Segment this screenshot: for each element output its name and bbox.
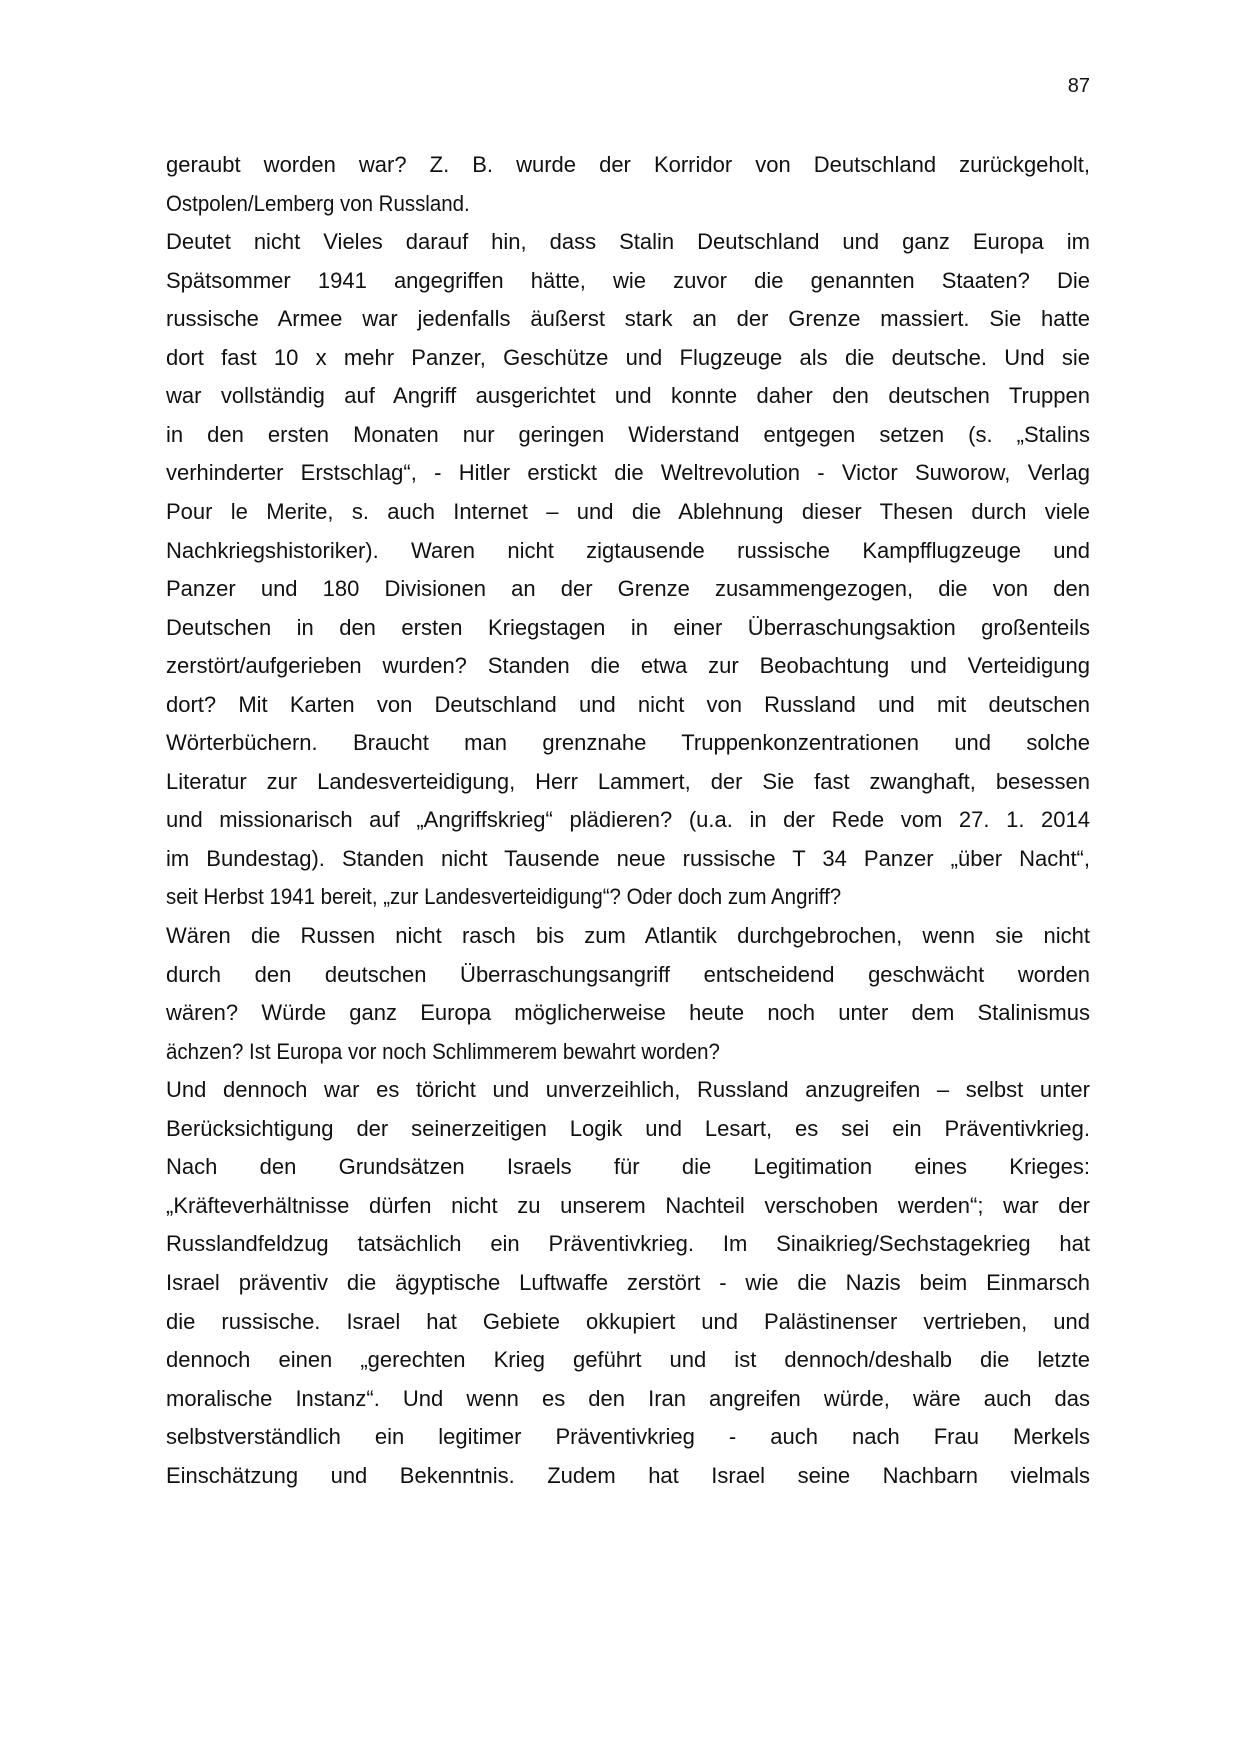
text-line: Panzer und 180 Divisionen an der Grenze zusammengezogen, die von den <box>166 576 1090 601</box>
text-line: moralische Instanz“. Und wenn es den Iran angreifen würde, wäre auch das <box>166 1385 1090 1411</box>
text-line: wären? Würde ganz Europa möglicherweise heute noch unter dem Stalinismus <box>166 1000 1090 1026</box>
text-line: Israel präventiv die ägyptische Luftwaffe zerstört - wie die Nazis beim Einmarsch <box>166 1269 1090 1295</box>
text-line: war vollständig auf Angriff ausgerichtet und konnte daher den deutschen Truppen <box>166 383 1090 409</box>
text-line: Pour le Merite, s. auch Internet – und die Ablehnung dieser Thesen durch viele <box>166 498 1090 524</box>
text-line: Nach den Grundsätzen Israels für die Legitimation eines Krieges: <box>166 1154 1090 1180</box>
text-line: dort? Mit Karten von Deutschland und nicht von Russland und mit deutschen <box>166 691 1090 717</box>
text-line: dort fast 10 x mehr Panzer, Geschütze und Flugzeuge als die deutsche. Und sie <box>166 344 1090 370</box>
text-line: im Bundestag). Standen nicht Tausende neue russische T 34 Panzer „über Nacht“, <box>166 845 1090 871</box>
text-line: durch den deutschen Überraschungsangriff entscheidend geschwächt worden <box>166 961 1090 987</box>
text-line: Deutschen in den ersten Kriegstagen in einer Überraschungsaktion großenteils <box>166 614 1090 640</box>
text-line: Russlandfeldzug tatsächlich ein Präventivkrieg. Im Sinaikrieg/Sechstagekrieg hat <box>166 1231 1090 1257</box>
text-line: dennoch einen „gerechten Krieg geführt und ist dennoch/deshalb die letzte <box>166 1347 1090 1372</box>
text-line: Deutet nicht Vieles darauf hin, dass Stalin Deutschland und ganz Europa im <box>166 229 1090 255</box>
text-line: und missionarisch auf „Angriffskrieg“ plädieren? (u.a. in der Rede vom 27. 1. 2014 <box>166 807 1090 833</box>
text-line: in den ersten Monaten nur geringen Widerstand entgegen setzen (s. „Stalins <box>166 421 1090 447</box>
text-line: Berücksichtigung der seinerzeitigen Logik und Lesart, es sei ein Präventivkrieg. <box>166 1115 1090 1141</box>
text-line: Einschätzung und Bekenntnis. Zudem hat Israel seine Nachbarn vielmals <box>166 1462 1090 1488</box>
text-line: die russische. Israel hat Gebiete okkupiert und Palästinenser vertrieben, und <box>166 1308 1090 1334</box>
text-line: Literatur zur Landesverteidigung, Herr Lammert, der Sie fast zwanghaft, besessen <box>166 768 1090 794</box>
text-line: seit Herbst 1941 bereit, „zur Landesverteidigung“? Oder doch zum Angriff? <box>166 884 842 910</box>
text-line: verhinderter Erstschlag“, - Hitler erstickt die Weltrevolution - Victor Suworow, Verlag <box>166 460 1090 486</box>
text-line: selbstverständlich ein legitimer Präventivkrieg - auch nach Frau Merkels <box>166 1424 1090 1450</box>
text-line: ächzen? Ist Europa vor noch Schlimmerem bewahrt worden? <box>166 1038 720 1064</box>
text-line: Ostpolen/Lemberg von Russland. <box>166 190 470 216</box>
text-line: zerstört/aufgerieben wurden? Standen die etwa zur Beobachtung und Verteidigung <box>166 653 1090 679</box>
body-text <box>166 0 1090 1754</box>
text-line: Wörterbüchern. Braucht man grenznahe Truppenkonzentrationen und solche <box>166 730 1090 756</box>
text-line: „Kräfteverhältnisse dürfen nicht zu unserem Nachteil verschoben werden“; war der <box>166 1192 1090 1218</box>
page-number: 87 <box>1067 75 1090 97</box>
text-line: Spätsommer 1941 angegriffen hätte, wie zuvor die genannten Staaten? Die <box>166 267 1090 293</box>
text-line: Nachkriegshistoriker). Waren nicht zigtausende russische Kampfflugzeuge und <box>166 537 1090 563</box>
text-line: geraubt worden war? Z. B. wurde der Korridor von Deutschland zurückgeholt, <box>166 152 1090 177</box>
text-line: Und dennoch war es töricht und unverzeihlich, Russland anzugreifen – selbst unter <box>166 1077 1090 1103</box>
text-line: Wären die Russen nicht rasch bis zum Atlantik durchgebrochen, wenn sie nicht <box>166 923 1090 948</box>
text-line: russische Armee war jedenfalls äußerst stark an der Grenze massiert. Sie hatte <box>166 306 1090 332</box>
